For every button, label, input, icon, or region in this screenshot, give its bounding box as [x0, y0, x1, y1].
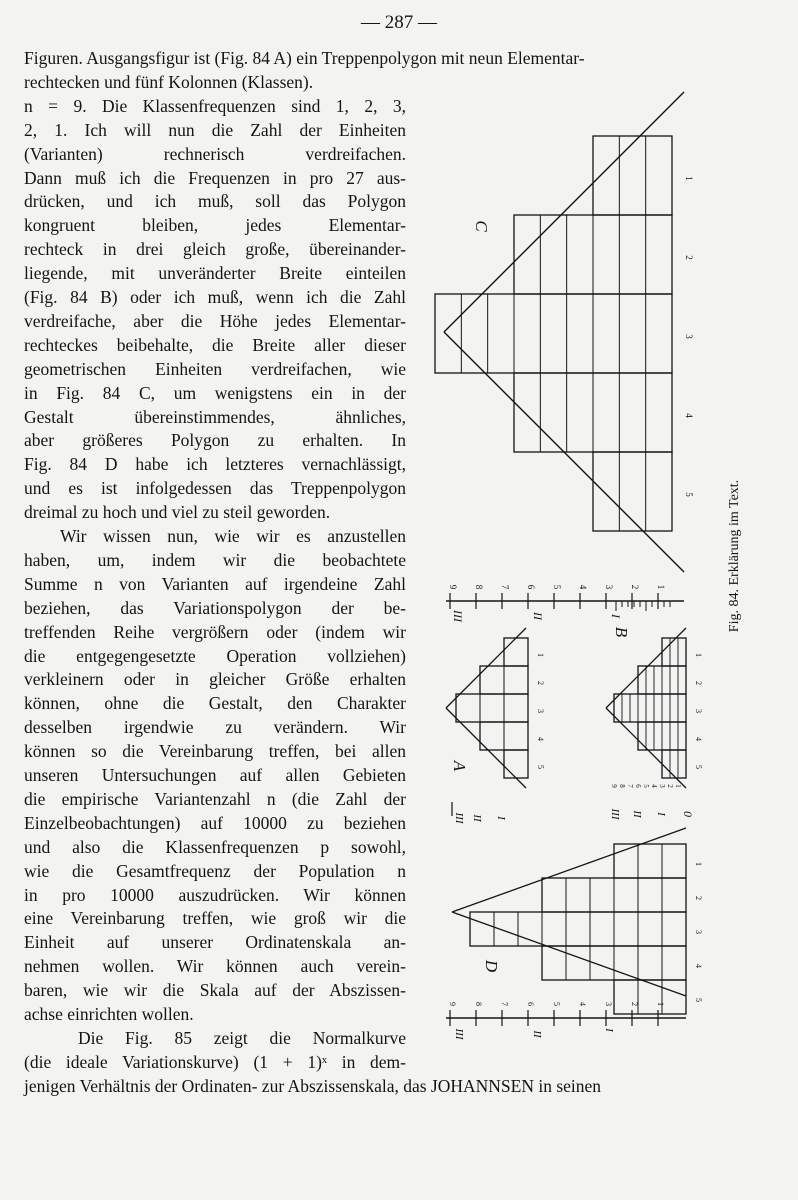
b-scale-tick: 9 [610, 784, 618, 788]
scale-tick-label: 9 [448, 584, 458, 590]
c-class-number: 3 [684, 334, 694, 339]
a-class-1 [504, 638, 528, 666]
d-scale-tick-label: 8 [474, 1002, 483, 1006]
c-class-5 [593, 452, 672, 531]
a-diagonal [446, 708, 526, 788]
d-scale-tick-label: 7 [500, 1002, 509, 1006]
b-class-number: 2 [694, 681, 703, 685]
text-line: die entgegengesetzte Operation vollziehen) [24, 645, 406, 666]
figure-caption: Fig. 84. Erklärung im Text. [727, 479, 742, 633]
d-class-1 [614, 844, 686, 878]
scale-tick-label: 4 [578, 584, 588, 590]
scale-tick-label: 5 [552, 584, 562, 590]
b-scale-tick: 2 [666, 784, 674, 788]
text-line: jenigen Verhältnis der Ordinaten- zur Abszissenskala, das JOHANNSEN in seinen [24, 1075, 602, 1096]
b-scale-tick: 4 [650, 784, 658, 788]
d-class-number: 2 [694, 896, 703, 900]
text-line: Die Fig. 85 zeigt die Normalkurve [78, 1027, 406, 1048]
c-class-number: 5 [684, 492, 694, 497]
b-class-number: 4 [694, 737, 703, 741]
d-scale-tick-label: 6 [526, 1002, 535, 1006]
text-line: geometrischen Einheiten verdreifachen, wie [24, 358, 406, 379]
text-line: achse einrichten wollen. [24, 1004, 194, 1024]
text-line: 2, 1. Ich will nun die Zahl der Einheiten [24, 119, 406, 140]
text-line: Summe n von Varianten auf irgendeine Zahl [24, 573, 406, 594]
text-line: aber größeres Polygon zu erhalten. In [24, 430, 406, 451]
b-scale-label-0: 0 [681, 811, 695, 817]
d-scale-tick-label: 5 [552, 1002, 561, 1006]
text-line: Figuren. Ausgangsfigur ist (Fig. 84 A) ein Treppenpolygon mit neun Elementar- [24, 48, 585, 68]
b-scale-label: III [609, 808, 621, 820]
a-scale-label: III [453, 812, 465, 824]
a-class-number: 2 [536, 681, 545, 685]
b-scale-tick: 1 [674, 784, 682, 788]
b-scale-tick: 8 [618, 784, 626, 788]
c-class-number: 2 [684, 255, 694, 260]
figure-84 [416, 86, 796, 1066]
panel-label-A: A [450, 760, 469, 772]
d-class-number: 1 [694, 862, 703, 866]
text-line: verdreifache, aber die Höhe jedes Elementar- [24, 310, 406, 331]
text-line: eine Vereinbarung treffen, wie groß wir die [24, 908, 406, 929]
d-class-3 [470, 912, 686, 946]
b-scale-tick: 3 [658, 784, 666, 788]
text-line: rechtecken und fünf Kolonnen (Klassen). [24, 71, 314, 92]
c-diagonal [444, 92, 684, 332]
text-line: wie die Gesamtfrequenz der Population n [24, 860, 406, 881]
text-line: können so die Vereinbarung treffen, bei allen [24, 741, 406, 762]
d-diagonal [452, 828, 686, 912]
page-number: — 287 — [361, 12, 437, 33]
text-line: in Fig. 84 C, um wenigstens ein in der [24, 382, 406, 403]
scale-tick-label: 3 [604, 584, 614, 590]
scale-label-III: III [451, 610, 465, 622]
text-line: n = 9. Die Klassenfrequenzen sind 1, 2, 3, [24, 95, 406, 116]
d-class-5 [614, 980, 686, 1014]
text-line: können, ohne die Gestalt, den Charakter [24, 693, 406, 714]
text-line: rechteck in drei gleich große, übereinander- [24, 239, 406, 260]
b-class-number: 3 [694, 709, 703, 713]
text-line: dreimal zu hoch und viel zu steil geworden. [24, 502, 331, 523]
a-class-number: 4 [536, 737, 545, 741]
panel-label-C: C [472, 220, 491, 232]
scale-tick-label: 8 [474, 584, 484, 590]
d-scale-tick-label: 3 [604, 1002, 613, 1006]
b-scale-label: I [655, 812, 667, 816]
text-line: Einzelbeobachtungen) auf 10000 zu beziehen [24, 812, 406, 833]
d-scale-tick-label: 2 [630, 1002, 639, 1006]
d-diagonal [452, 912, 686, 996]
text-line: nehmen wollen. Wir können auch verein- [24, 956, 406, 977]
b-class-5 [662, 750, 686, 778]
a-diagonal [446, 628, 526, 708]
panel-label-D: D [482, 959, 501, 973]
scale-tick-label: 7 [500, 584, 510, 590]
d-scale-label: II [531, 1030, 543, 1038]
d-scale-label: III [453, 1028, 465, 1040]
text-line: desselben irgendwie zu verändern. Wir [24, 717, 406, 738]
a-class-5 [504, 750, 528, 778]
text-line: (Fig. 84 B) oder ich muß, wenn ich die Zahl [24, 287, 406, 307]
text-line: kongruent bleiben, jedes Elementar- [24, 215, 406, 236]
text-line: treffenden Reihe vergrößern oder (indem wir [24, 621, 406, 642]
text-line: (Varianten) rechnerisch verdreifachen. [24, 143, 406, 164]
a-class-number: 3 [536, 709, 545, 713]
a-scale-label: II [471, 814, 483, 822]
d-class-number: 5 [694, 998, 703, 1002]
b-class-number: 5 [694, 765, 703, 769]
d-scale-tick-label: 1 [656, 1002, 665, 1006]
scale-label-II: II [531, 612, 545, 620]
text-line: die empirische Variantenzahl n (die Zahl der [24, 788, 406, 809]
a-class-number: 5 [536, 765, 545, 769]
d-class-number: 3 [694, 930, 703, 934]
b-class-3 [614, 694, 686, 722]
b-scale-tick: 7 [626, 784, 634, 788]
text-line: rechteckes beibehalte, die Breite aller dieser [24, 334, 406, 355]
a-class-number: 1 [536, 653, 545, 657]
scale-tick-label: 6 [526, 584, 536, 590]
scale-label-I: I [609, 614, 623, 618]
d-scale-tick-label: 4 [578, 1002, 587, 1006]
d-scale-tick-label: 9 [448, 1002, 457, 1006]
a-scale-label: I [495, 816, 507, 820]
text-line: Dann muß ich die Frequenzen in pro 27 aus- [24, 167, 406, 188]
c-class-number: 1 [684, 176, 694, 181]
text-line: (die ideale Variationskurve) (1 + 1)ˣ in dem- [24, 1051, 406, 1072]
b-scale-label: II [631, 810, 643, 818]
b-class-number: 1 [694, 653, 703, 657]
text-line: Wir wissen nun, wie wir es anzustellen [60, 526, 406, 546]
panel-label-B: B [612, 626, 631, 638]
text-line: in pro 10000 auszudrücken. Wir können [24, 884, 406, 905]
text-line: Einheit auf unserer Ordinatenskala an- [24, 932, 406, 953]
text-line: unseren Untersuchungen auf allen Gebieten [24, 765, 406, 785]
text-line: und also die Klassenfrequenzen p sowohl, [24, 836, 406, 857]
a-class-3 [456, 694, 528, 722]
b-class-1 [662, 638, 686, 666]
c-class-1 [593, 136, 672, 215]
text-line: drücken, und ich muß, soll das Polygon [24, 191, 406, 212]
text-line: und es ist infolgedessen das Treppenpolygon [24, 478, 406, 499]
text-line: baren, wie wir die Skala auf der Abszissen- [24, 980, 406, 1001]
text-line: Fig. 84 D habe ich letzteres vernachlässigt, [24, 454, 406, 475]
d-class-number: 4 [694, 964, 703, 968]
text-line: verkleinern oder in gleicher Größe erhalten [24, 669, 406, 690]
d-scale-label: I [603, 1028, 615, 1032]
b-scale-tick: 6 [634, 784, 642, 788]
scale-tick-label: 1 [656, 584, 666, 590]
scale-tick-label: 2 [630, 584, 640, 590]
b-scale-tick: 5 [642, 784, 650, 788]
text-line: haben, um, indem wir die beobachtete [24, 549, 406, 570]
text-line: beziehen, das Variationspolygon der be- [24, 597, 406, 618]
text-line: Gestalt übereinstimmendes, ähnliches, [24, 406, 406, 427]
text-line: liegende, mit unveränderter Breite einteilen [24, 263, 406, 284]
c-class-number: 4 [684, 413, 694, 418]
